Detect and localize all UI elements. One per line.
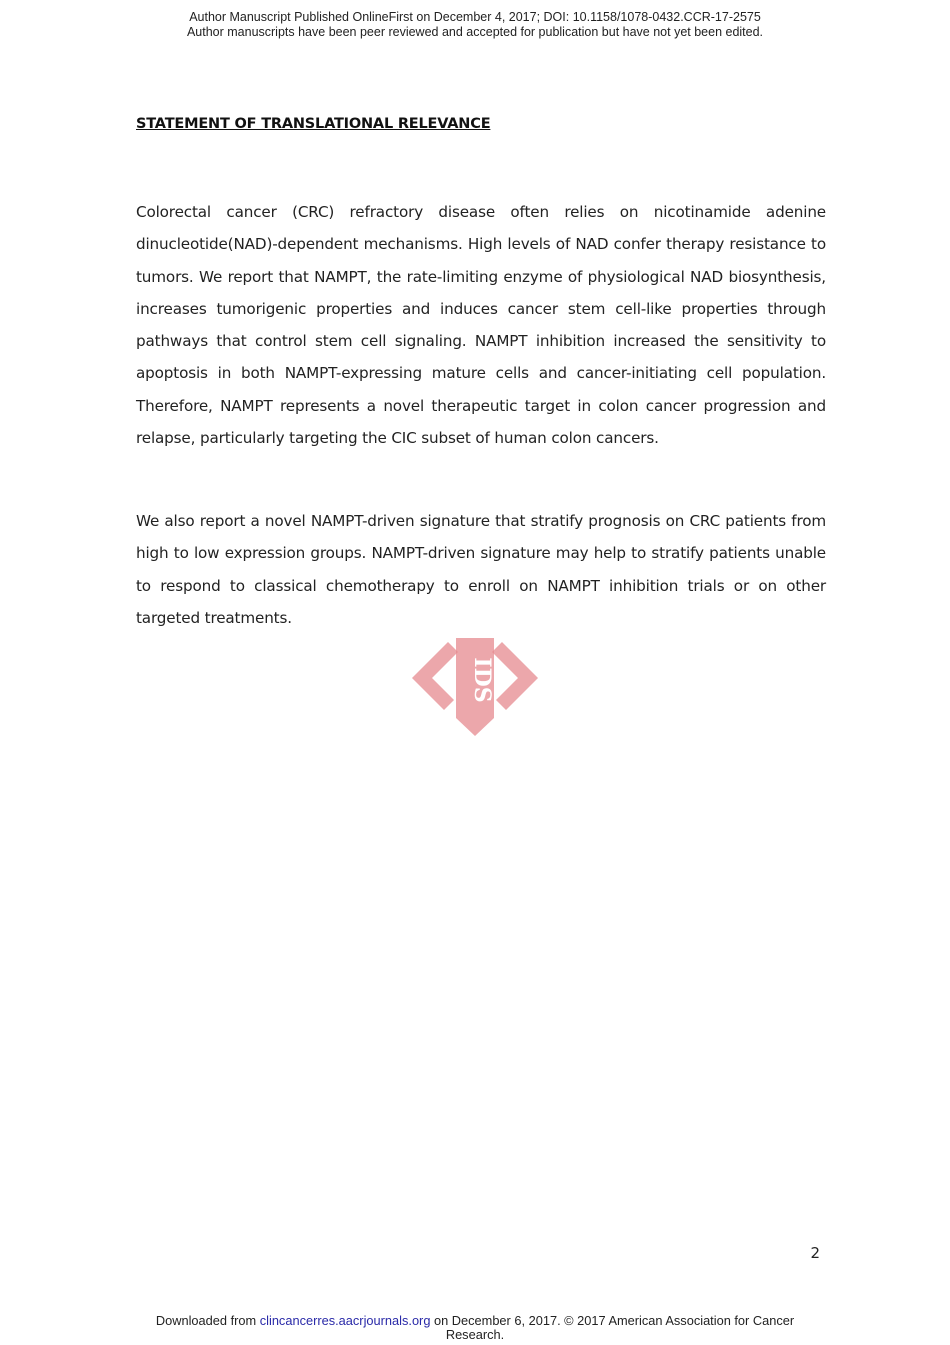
watermark-text: IDS [469,657,495,703]
download-footer [0,1314,950,1342]
section-title: STATEMENT OF TRANSLATIONAL RELEVANCE [136,116,491,132]
header-review-line: Author manuscripts have been peer reviewed and accepted for publication but have not yet been edited. [186,25,764,39]
footer-suffix: on December 6, 2017. © 2017 American Association for Cancer [430,1313,795,1328]
paragraph-2: We also report a novel NAMPT-driven signature that stratify prognosis on CRC patients from high to low expression groups. NAMPT-driven signature may help to stratify patients unable to respond to classical chemotherapy to enroll on NAMPT inhibition trials or on other targeted treatments. [136,512,826,627]
page-number: 2 [810,1244,820,1262]
ids-watermark-logo [408,636,542,738]
footer-line-2: Research. [445,1327,505,1342]
watermark-right-chevron [492,642,538,710]
watermark-left-chevron [412,642,458,710]
paragraph-1: Colorectal cancer (CRC) refractory disease often relies on nicotinamide adenine dinucleotide(NAD)-dependent mechanisms. High levels of NAD confer therapy resistance to tumors. We report that NAMPT, the rate-limiting enzyme of physiological NAD biosynthesis, increases tumorigenic properties and induces cancer stem cell-like properties through pathways that control stem cell signaling. NAMPT inhibition increased the sensitivity to apoptosis in both NAMPT-expressing mature cells and cancer-initiating cell population. Therefore, NAMPT represents a novel therapeutic target in colon cancer progression and relapse, particularly targeting the CIC subset of human colon cancers. [136,203,826,448]
footer-line-1 [0,1314,950,1328]
footer-prefix: Downloaded from [155,1313,260,1328]
journal-link[interactable]: clincancerres.aacrjournals.org [259,1313,431,1328]
manuscript-header [0,10,950,40]
header-doi-line: Author Manuscript Published OnlineFirst on December 4, 2017; DOI: 10.1158/1078-0432.CCR-17-2575 [189,10,761,24]
